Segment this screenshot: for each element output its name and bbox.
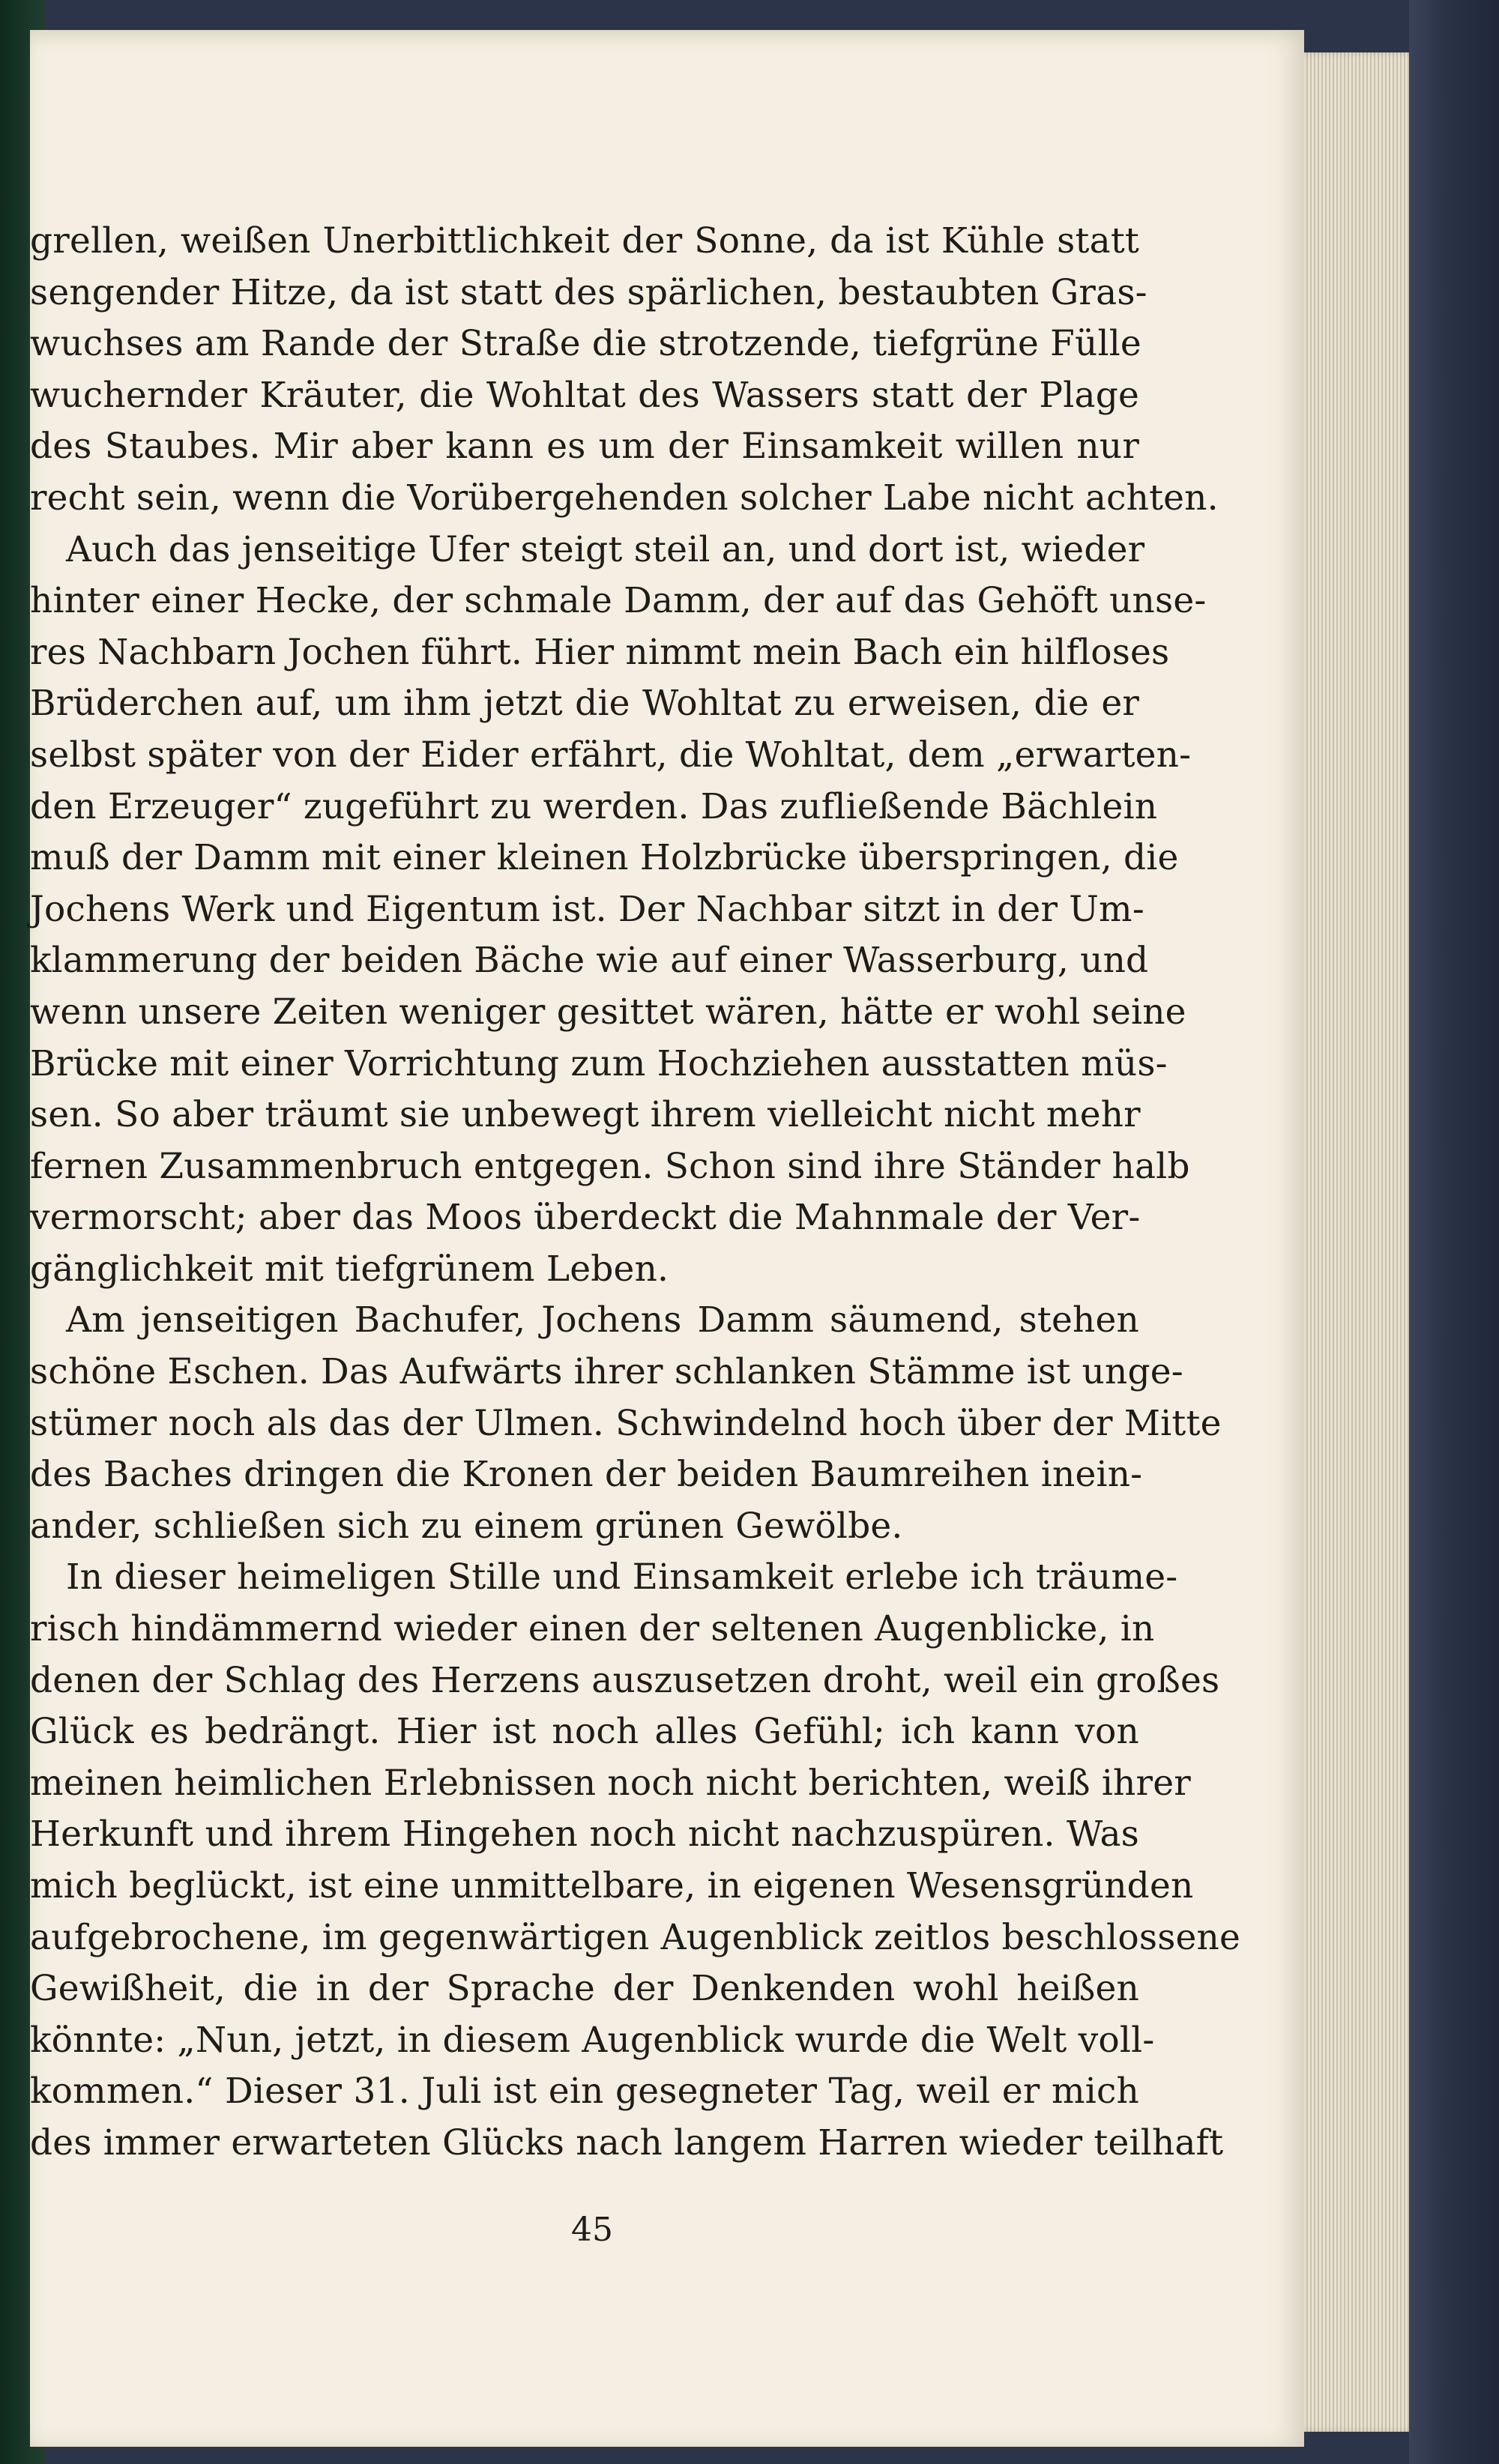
- text-line: klammerung der beiden Bäche wie auf einer Wasserburg, und: [30, 940, 1149, 982]
- page-edges: [1297, 52, 1409, 2432]
- text-line: aufgebrochene, im gegenwärtigen Augenblick zeitlos beschlossene: [30, 1916, 1241, 1958]
- text-line: risch hindämmernd wieder einen der seltenen Augenblicke, in: [30, 1608, 1155, 1650]
- text-line: wuchses am Rande der Straße die strotzende, tiefgrüne Fülle: [30, 323, 1141, 365]
- text-line: ander, schließen sich zu einem grünen Gewölbe.: [30, 1505, 903, 1547]
- text-line: In dieser heimeligen Stille und Einsamkeit erlebe ich träume-: [66, 1556, 1178, 1598]
- text-line: Brücke mit einer Vorrichtung zum Hochziehen ausstatten müs-: [30, 1042, 1168, 1084]
- text-line: Auch das jenseitige Ufer steigt steil an, und dort ist, wieder: [66, 528, 1145, 570]
- book-cover-right: [1409, 0, 1499, 2464]
- text-line: grellen, weißen Unerbittlichkeit der Sonne, da ist Kühle statt: [30, 220, 1139, 262]
- text-line: stümer noch als das der Ulmen. Schwindelnd hoch über der Mitte: [30, 1402, 1222, 1444]
- text-line: hinter einer Hecke, der schmale Damm, der auf das Gehöft unse-: [30, 580, 1207, 622]
- text-line: sengender Hitze, da ist statt des spärlichen, bestaubten Gras-: [30, 271, 1147, 313]
- text-line: Brüderchen auf, um ihm jetzt die Wohltat zu erweisen, die er: [30, 683, 1139, 725]
- text-line: sen. So aber träumt sie unbewegt ihrem vielleicht nicht mehr: [30, 1094, 1141, 1136]
- text-line: wuchernder Kräuter, die Wohltat des Wassers statt der Plage: [30, 374, 1139, 416]
- text-line: wenn unsere Zeiten weniger gesittet wären, hätte er wohl seine: [30, 991, 1186, 1033]
- text-line: denen der Schlag des Herzens auszusetzen droht, weil ein großes: [30, 1659, 1220, 1701]
- book-page: [30, 30, 1304, 2447]
- page-number: 45: [571, 2211, 613, 2249]
- text-line: Am jenseitigen Bachufer, Jochens Damm säumend, stehen: [66, 1299, 1139, 1341]
- text-line: Gewißheit, die in der Sprache der Denkenden wohl heißen: [30, 1968, 1139, 2010]
- text-line: kommen.“ Dieser 31. Juli ist ein gesegneter Tag, weil er mich: [30, 2071, 1139, 2113]
- text-line: Glück es bedrängt. Hier ist noch alles Gefühl; ich kann von: [30, 1711, 1139, 1753]
- text-line: des Staubes. Mir aber kann es um der Einsamkeit willen nur: [30, 426, 1139, 468]
- text-line: fernen Zusammenbruch entgegen. Schon sind ihre Ständer halb: [30, 1145, 1190, 1187]
- text-line: meinen heimlichen Erlebnissen noch nicht berichten, weiß ihrer: [30, 1762, 1191, 1804]
- text-line: des immer erwarteten Glücks nach langem Harren wieder teilhaft: [30, 2122, 1224, 2163]
- text-line: recht sein, wenn die Vorübergehenden solcher Labe nicht achten.: [30, 477, 1219, 519]
- text-line: vermorscht; aber das Moos überdeckt die Mahnmale der Ver-: [30, 1197, 1141, 1239]
- body-text: [30, 216, 1241, 2169]
- text-line: des Baches dringen die Kronen der beiden Baumreihen inein-: [30, 1454, 1143, 1496]
- text-line: gänglichkeit mit tiefgrünem Leben.: [30, 1248, 669, 1290]
- text-line: selbst später von der Eider erfährt, die Wohltat, dem „erwarten-: [30, 734, 1192, 776]
- text-line: res Nachbarn Jochen führt. Hier nimmt mein Bach ein hilfloses: [30, 631, 1170, 673]
- text-line: schöne Eschen. Das Aufwärts ihrer schlanken Stämme ist unge-: [30, 1351, 1183, 1393]
- text-line: mich beglückt, ist eine unmittelbare, in eigenen Wesensgründen: [30, 1865, 1194, 1906]
- text-line: könnte: „Nun, jetzt, in diesem Augenblick wurde die Welt voll-: [30, 2019, 1155, 2061]
- text-line: Jochens Werk und Eigentum ist. Der Nachbar sitzt in der Um-: [30, 888, 1144, 930]
- text-line: den Erzeuger“ zugeführt zu werden. Das zufließende Bächlein: [30, 785, 1158, 827]
- text-line: muß der Damm mit einer kleinen Holzbrücke überspringen, die: [30, 837, 1179, 879]
- text-line: Herkunft und ihrem Hingehen noch nicht nachzuspüren. Was: [30, 1814, 1139, 1855]
